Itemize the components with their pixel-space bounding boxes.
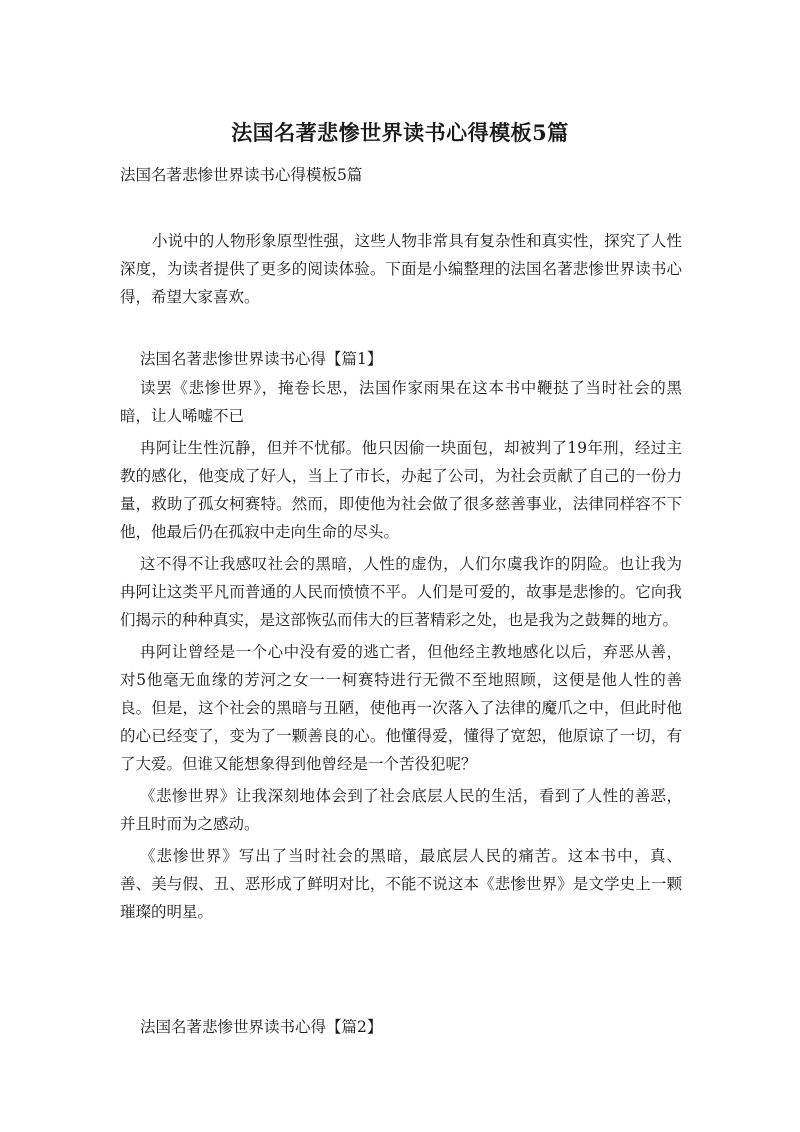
section-1 <box>120 345 682 930</box>
section-1-heading: 法国名著悲惨世界读书心得【篇1】 <box>140 350 383 368</box>
section-1-paragraph: 《悲惨世界》让我深刻地体会到了社会底层人民的生活，看到了人性的善恶，并且时而为之感动。 <box>120 787 682 833</box>
section-1-paragraph: 冉阿让生性沉静，但并不忧郁。他只因偷一块面包，却被判了19年刑，经过主教的感化，他变成了好人，当上了市长，办起了公司，为社会贡献了自己的一份力量，救助了孤女柯赛特。然而，即使他为社会做了很多慈善事业，法律同样容不下他，他最后仍在孤寂中走向生命的尽头。 <box>120 439 682 541</box>
section-1-paragraph: 这不得不让我感叹社会的黑暗，人性的虚伪，人们尔虞我诈的阴险。也让我为冉阿让这类平凡而普通的人民而愤愤不平。人们是可爱的，故事是悲惨的。它向我们揭示的种种真实，是这部恢弘而伟大的巨著精彩之处，也是我为之鼓舞的地方。 <box>120 555 682 629</box>
section-2-heading: 法国名著悲惨世界读书心得【篇2】 <box>140 1018 383 1036</box>
document-title: 法国名著悲惨世界读书心得模板5篇 <box>231 120 569 145</box>
intro-paragraph: 小说中的人物形象原型性强，这些人物非常具有复杂性和真实性，探究了人性深度，为读者提供了更多的阅读体验。下面是小编整理的法国名著悲惨世界读书心得，希望大家喜欢。 <box>120 232 682 306</box>
section-1-paragraph: 《悲惨世界》写出了当时社会的黑暗，最底层人民的痛苦。这本书中，真、善、美与假、丑、恶形成了鲜明对比，不能不说这本《悲惨世界》是文学史上一颗璀璨的明星。 <box>120 847 682 921</box>
section-1-paragraph: 冉阿让曾经是一个心中没有爱的逃亡者，但他经主教地感化以后，弃恶从善，对5他毫无血缘的芳河之女一一柯赛特进行无微不至地照顾，这便是他人性的善良。但是，这个社会的黑暗与丑陋，使他再一次落入了法律的魔爪之中，但此时他的心已经变了，变为了一颗善良的心。他懂得爱，懂得了宽恕，他原谅了一切，有了大爱。但谁又能想象得到他曾经是一个苦役犯呢？ <box>120 643 682 773</box>
section-2 <box>120 1013 682 1042</box>
document-subtitle: 法国名著悲惨世界读书心得模板5篇 <box>120 166 363 184</box>
section-1-paragraph: 读罢《悲惨世界》，掩卷长思，法国作家雨果在这本书中鞭挞了当时社会的黑暗，让人唏嘘不已 <box>120 379 682 425</box>
